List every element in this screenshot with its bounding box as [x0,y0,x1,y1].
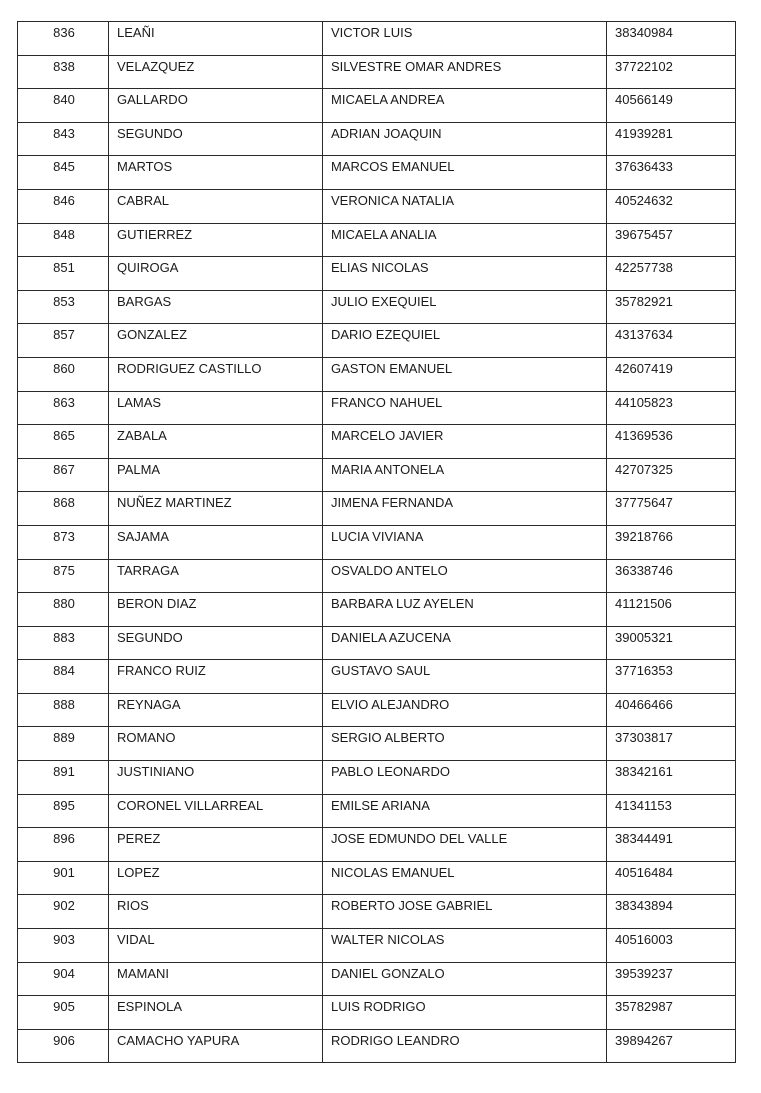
order-number-cell [18,324,109,358]
given-names-cell-text: FRANCO NAHUEL [331,394,443,410]
surname-cell-text: GALLARDO [117,92,188,108]
given-names-cell-text: JULIO EXEQUIEL [331,293,437,309]
dni-cell-text: 41939281 [615,125,673,141]
order-number-cell [18,290,109,324]
surname-cell-text: RODRIGUEZ CASTILLO [117,360,262,376]
dni-cell-text: 40524632 [615,192,673,208]
given-names-cell [323,727,607,761]
surname-cell [109,828,323,862]
surname-cell-text: TARRAGA [117,562,179,578]
surname-cell [109,156,323,190]
dni-cell [607,1029,736,1063]
given-names-cell-text: BARBARA LUZ AYELEN [331,596,474,612]
dni-cell [607,693,736,727]
table-row [18,324,736,358]
order-number-cell [18,189,109,223]
surname-cell-text: LOPEZ [117,864,160,880]
dni-cell [607,727,736,761]
order-number-cell [18,727,109,761]
given-names-cell [323,1029,607,1063]
dni-cell-text: 40466466 [615,696,673,712]
roster-table-body [18,22,736,1063]
surname-cell-text: BERON DIAZ [117,596,197,612]
table-row [18,492,736,526]
surname-cell-text: PEREZ [117,831,161,847]
dni-cell-text: 37716353 [615,663,673,679]
given-names-cell-text: JOSE EDMUNDO DEL VALLE [331,831,508,847]
given-names-cell [323,122,607,156]
surname-cell [109,525,323,559]
given-names-cell [323,257,607,291]
table-row [18,458,736,492]
dni-cell-text: 40516003 [615,932,673,948]
given-names-cell [323,929,607,963]
surname-cell [109,122,323,156]
dni-cell [607,89,736,123]
table-row [18,290,736,324]
table-row [18,761,736,795]
order-number-cell-text: 853 [53,293,75,309]
dni-cell-text: 38344491 [615,831,673,847]
given-names-cell [323,89,607,123]
given-names-cell [323,492,607,526]
dni-cell [607,929,736,963]
surname-cell [109,559,323,593]
table-row [18,593,736,627]
table-row [18,861,736,895]
dni-cell-text: 42257738 [615,260,673,276]
table-row [18,895,736,929]
dni-cell-text: 42707325 [615,461,673,477]
order-number-cell-text: 903 [53,932,75,948]
order-number-cell-text: 904 [53,965,75,981]
dni-cell [607,22,736,56]
order-number-cell-text: 906 [53,1032,75,1048]
surname-cell-text: MAMANI [117,965,169,981]
table-row [18,727,736,761]
given-names-cell [323,761,607,795]
dni-cell-text: 39539237 [615,965,673,981]
surname-cell [109,257,323,291]
dni-cell [607,324,736,358]
table-row [18,525,736,559]
order-number-cell [18,156,109,190]
dni-cell [607,55,736,89]
dni-cell [607,425,736,459]
dni-cell [607,189,736,223]
order-number-cell [18,660,109,694]
surname-cell [109,458,323,492]
surname-cell-text: FRANCO RUIZ [117,663,206,679]
given-names-cell-text: NICOLAS EMANUEL [331,864,455,880]
surname-cell-text: RIOS [117,898,149,914]
order-number-cell-text: 846 [53,192,75,208]
surname-cell [109,929,323,963]
order-number-cell [18,593,109,627]
dni-cell-text: 35782921 [615,293,673,309]
order-number-cell [18,122,109,156]
order-number-cell [18,693,109,727]
surname-cell [109,996,323,1030]
dni-cell-text: 37636433 [615,159,673,175]
order-number-cell [18,425,109,459]
table-row [18,89,736,123]
table-row [18,189,736,223]
given-names-cell-text: DANIEL GONZALO [331,965,445,981]
surname-cell [109,1029,323,1063]
given-names-cell [323,425,607,459]
surname-cell-text: SEGUNDO [117,125,183,141]
given-names-cell [323,324,607,358]
surname-cell [109,89,323,123]
given-names-cell-text: VICTOR LUIS [331,25,413,40]
roster-table [17,21,736,1063]
dni-cell [607,559,736,593]
dni-cell-text: 37303817 [615,730,673,746]
given-names-cell-text: ELIAS NICOLAS [331,260,429,276]
order-number-cell-text: 857 [53,327,75,343]
order-number-cell-text: 873 [53,528,75,544]
given-names-cell-text: MARIA ANTONELA [331,461,445,477]
table-row [18,425,736,459]
dni-cell-text: 41369536 [615,428,673,444]
dni-cell-text: 42607419 [615,360,673,376]
surname-cell [109,492,323,526]
table-row [18,828,736,862]
order-number-cell-text: 860 [53,360,75,376]
surname-cell [109,223,323,257]
given-names-cell-text: GASTON EMANUEL [331,360,453,376]
order-number-cell-text: 880 [53,596,75,612]
table-row [18,223,736,257]
given-names-cell [323,525,607,559]
order-number-cell [18,257,109,291]
dni-cell-text: 37775647 [615,495,673,511]
order-number-cell-text: 868 [53,495,75,511]
dni-cell [607,458,736,492]
dni-cell-text: 44105823 [615,394,673,410]
surname-cell-text: GUTIERREZ [117,226,193,242]
surname-cell-text: JUSTINIANO [117,764,195,780]
dni-cell [607,156,736,190]
given-names-cell [323,391,607,425]
surname-cell [109,727,323,761]
dni-cell-text: 38342161 [615,764,673,780]
order-number-cell-text: 884 [53,663,75,679]
surname-cell-text: CORONEL VILLARREAL [117,797,264,813]
table-row [18,122,736,156]
dni-cell-text: 35782987 [615,999,673,1015]
order-number-cell-text: 902 [53,898,75,914]
given-names-cell [323,593,607,627]
surname-cell [109,794,323,828]
surname-cell-text: QUIROGA [117,260,179,276]
dni-cell-text: 39005321 [615,629,673,645]
dni-cell-text: 38343894 [615,898,673,914]
given-names-cell [323,55,607,89]
given-names-cell [323,559,607,593]
order-number-cell [18,962,109,996]
given-names-cell-text: SILVESTRE OMAR ANDRES [331,58,502,74]
surname-cell-text: REYNAGA [117,696,181,712]
dni-cell-text: 39675457 [615,226,673,242]
dni-cell [607,895,736,929]
order-number-cell [18,458,109,492]
surname-cell [109,693,323,727]
dni-cell-text: 43137634 [615,327,673,343]
dni-cell [607,492,736,526]
surname-cell [109,22,323,56]
dni-cell-text: 40516484 [615,864,673,880]
table-row [18,357,736,391]
dni-cell-text: 40566149 [615,92,673,108]
surname-cell-text: MARTOS [117,159,173,175]
order-number-cell [18,861,109,895]
dni-cell [607,593,736,627]
surname-cell-text: BARGAS [117,293,172,309]
table-row [18,559,736,593]
given-names-cell-text: WALTER NICOLAS [331,932,445,948]
surname-cell [109,761,323,795]
order-number-cell-text: 901 [53,864,75,880]
order-number-cell [18,22,109,56]
given-names-cell [323,156,607,190]
given-names-cell-text: DARIO EZEQUIEL [331,327,441,343]
order-number-cell-text: 840 [53,92,75,108]
surname-cell [109,290,323,324]
given-names-cell-text: OSVALDO ANTELO [331,562,448,578]
order-number-cell [18,391,109,425]
surname-cell-text: LEAÑI [117,25,155,40]
surname-cell [109,861,323,895]
dni-cell [607,660,736,694]
surname-cell-text: CABRAL [117,192,170,208]
surname-cell [109,895,323,929]
dni-cell-text: 39218766 [615,528,673,544]
order-number-cell [18,525,109,559]
surname-cell [109,189,323,223]
order-number-cell [18,794,109,828]
order-number-cell [18,357,109,391]
given-names-cell-text: LUCIA VIVIANA [331,528,424,544]
dni-cell [607,357,736,391]
order-number-cell [18,559,109,593]
surname-cell-text: VELAZQUEZ [117,58,195,74]
table-row [18,22,736,56]
table-row [18,660,736,694]
table-row [18,996,736,1030]
given-names-cell [323,794,607,828]
surname-cell [109,391,323,425]
order-number-cell-text: 838 [53,58,75,74]
order-number-cell-text: 836 [53,25,75,40]
surname-cell-text: NUÑEZ MARTINEZ [117,495,232,511]
order-number-cell-text: 851 [53,260,75,276]
document-page [17,21,736,1063]
order-number-cell [18,55,109,89]
order-number-cell-text: 865 [53,428,75,444]
surname-cell-text: GONZALEZ [117,327,188,343]
dni-cell-text: 36338746 [615,562,673,578]
table-row [18,1029,736,1063]
table-row [18,626,736,660]
order-number-cell-text: 848 [53,226,75,242]
surname-cell-text: ZABALA [117,428,167,444]
order-number-cell [18,1029,109,1063]
given-names-cell-text: MICAELA ANALIA [331,226,437,242]
order-number-cell-text: 867 [53,461,75,477]
table-row [18,794,736,828]
dni-cell [607,122,736,156]
given-names-cell-text: MICAELA ANDREA [331,92,445,108]
dni-cell-text: 37722102 [615,58,673,74]
order-number-cell-text: 845 [53,159,75,175]
table-row [18,391,736,425]
given-names-cell-text: ADRIAN JOAQUIN [331,125,442,141]
table-row [18,257,736,291]
given-names-cell [323,828,607,862]
surname-cell [109,962,323,996]
given-names-cell [323,290,607,324]
dni-cell-text: 41341153 [615,797,672,813]
order-number-cell [18,761,109,795]
order-number-cell [18,626,109,660]
surname-cell-text: VIDAL [117,932,155,948]
surname-cell-text: LAMAS [117,394,162,410]
given-names-cell [323,223,607,257]
order-number-cell [18,492,109,526]
order-number-cell [18,996,109,1030]
dni-cell [607,391,736,425]
given-names-cell [323,962,607,996]
given-names-cell-text: VERONICA NATALIA [331,192,455,208]
dni-cell [607,828,736,862]
given-names-cell-text: LUIS RODRIGO [331,999,426,1015]
dni-cell [607,626,736,660]
surname-cell-text: ESPINOLA [117,999,183,1015]
order-number-cell [18,89,109,123]
given-names-cell [323,693,607,727]
given-names-cell-text: GUSTAVO SAUL [331,663,431,679]
order-number-cell-text: 888 [53,696,75,712]
surname-cell-text: SEGUNDO [117,629,183,645]
surname-cell [109,425,323,459]
given-names-cell [323,357,607,391]
order-number-cell-text: 889 [53,730,75,746]
dni-cell [607,996,736,1030]
dni-cell [607,761,736,795]
given-names-cell [323,895,607,929]
given-names-cell-text: PABLO LEONARDO [331,764,450,780]
order-number-cell-text: 905 [53,999,75,1015]
order-number-cell-text: 895 [53,797,75,813]
given-names-cell [323,996,607,1030]
order-number-cell [18,828,109,862]
order-number-cell-text: 883 [53,629,75,645]
given-names-cell [323,22,607,56]
given-names-cell-text: JIMENA FERNANDA [331,495,454,511]
order-number-cell-text: 863 [53,394,75,410]
order-number-cell-text: 843 [53,125,75,141]
dni-cell [607,794,736,828]
dni-cell [607,257,736,291]
surname-cell-text: ROMANO [117,730,176,746]
dni-cell-text: 41121506 [615,596,672,612]
given-names-cell-text: MARCELO JAVIER [331,428,444,444]
table-row [18,693,736,727]
surname-cell [109,593,323,627]
table-row [18,55,736,89]
surname-cell [109,660,323,694]
surname-cell [109,626,323,660]
given-names-cell [323,861,607,895]
dni-cell [607,861,736,895]
order-number-cell-text: 891 [53,764,75,780]
surname-cell-text: PALMA [117,461,161,477]
dni-cell-text: 38340984 [615,25,673,40]
given-names-cell-text: RODRIGO LEANDRO [331,1032,460,1048]
dni-cell-text: 39894267 [615,1032,673,1048]
order-number-cell-text: 875 [53,562,75,578]
given-names-cell [323,189,607,223]
order-number-cell [18,895,109,929]
table-row [18,962,736,996]
given-names-cell-text: ROBERTO JOSE GABRIEL [331,898,493,914]
order-number-cell-text: 896 [53,831,75,847]
dni-cell [607,525,736,559]
given-names-cell [323,626,607,660]
order-number-cell [18,223,109,257]
given-names-cell-text: DANIELA AZUCENA [331,629,451,645]
table-row [18,156,736,190]
dni-cell [607,223,736,257]
surname-cell [109,357,323,391]
given-names-cell-text: MARCOS EMANUEL [331,159,455,175]
order-number-cell [18,929,109,963]
given-names-cell-text: ELVIO ALEJANDRO [331,696,450,712]
dni-cell [607,962,736,996]
table-row [18,929,736,963]
surname-cell [109,324,323,358]
given-names-cell [323,458,607,492]
given-names-cell [323,660,607,694]
surname-cell-text: CAMACHO YAPURA [117,1032,240,1048]
given-names-cell-text: SERGIO ALBERTO [331,730,445,746]
surname-cell [109,55,323,89]
given-names-cell-text: EMILSE ARIANA [331,797,430,813]
surname-cell-text: SAJAMA [117,528,170,544]
dni-cell [607,290,736,324]
